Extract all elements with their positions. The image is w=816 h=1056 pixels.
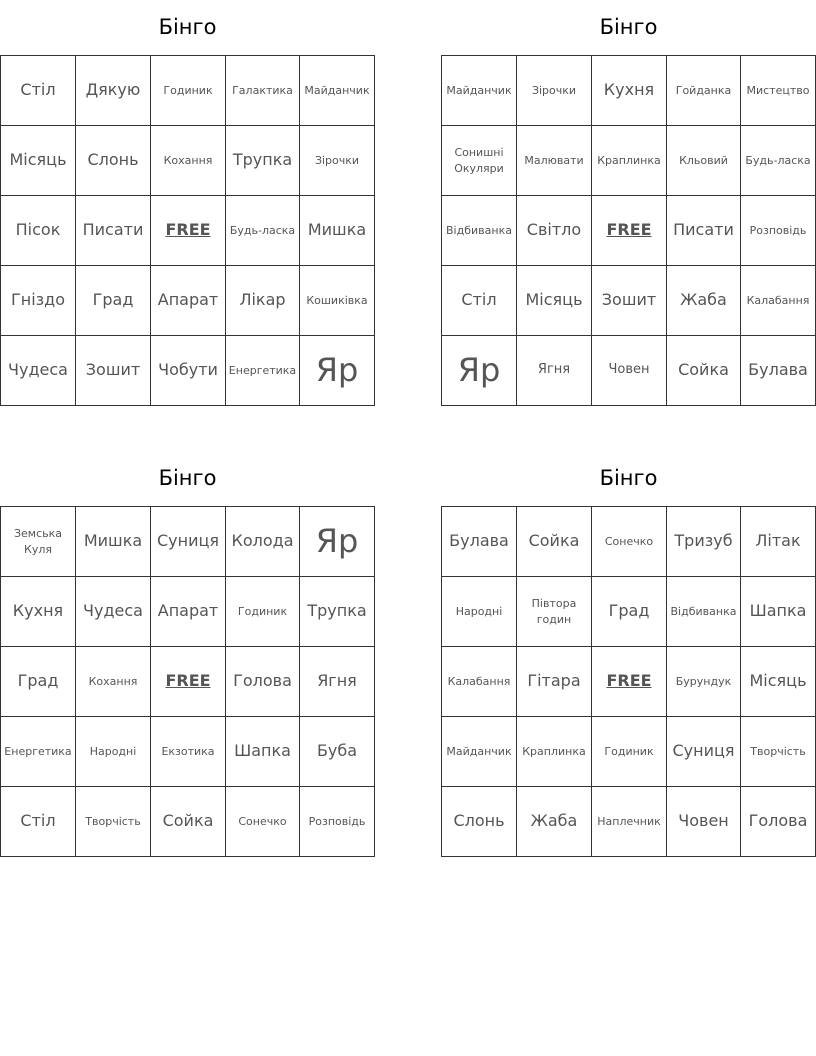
bingo-cell: Слонь (76, 126, 151, 196)
bingo-cell: Майданчик (442, 717, 517, 787)
bingo-cell: Кохання (151, 126, 226, 196)
bingo-cell: Мистецтво (741, 56, 816, 126)
bingo-cell: Буба (300, 717, 375, 787)
bingo-cell: Майданчик (300, 56, 375, 126)
bingo-cell: Град (76, 266, 151, 336)
card-title: Бінго (599, 466, 658, 490)
bingo-cell: Жаба (667, 266, 741, 336)
bingo-cell: Лікар (226, 266, 300, 336)
bingo-cell: Чобути (151, 336, 226, 406)
bingo-grid (441, 506, 816, 857)
bingo-cell: Суниця (667, 717, 741, 787)
bingo-cell: Півтора годин (517, 577, 592, 647)
bingo-cell: Гойданка (667, 56, 741, 126)
bingo-cell: Кохання (76, 647, 151, 717)
bingo-cell: Місяць (517, 266, 592, 336)
bingo-cell: Енергетика (1, 717, 76, 787)
bingo-cell: Стіл (1, 787, 76, 857)
bingo-cell: Тризуб (667, 507, 741, 577)
bingo-cell: Малювати (517, 126, 592, 196)
bingo-cell: Кухня (592, 56, 667, 126)
bingo-cell: Слонь (442, 787, 517, 857)
bingo-cell: Мишка (76, 507, 151, 577)
card-title: Бінго (158, 466, 217, 490)
free-cell: FREE (592, 647, 667, 717)
bingo-cell: Стіл (442, 266, 517, 336)
bingo-cell: Годиник (226, 577, 300, 647)
bingo-cell: Пісок (1, 196, 76, 266)
bingo-cell: Калабання (442, 647, 517, 717)
bingo-cell: Екзотика (151, 717, 226, 787)
bingo-cell: Годиник (592, 717, 667, 787)
bingo-cell: Кльовий (667, 126, 741, 196)
bingo-cell: Творчість (76, 787, 151, 857)
bingo-cell: Апарат (151, 266, 226, 336)
bingo-card-3 (0, 451, 375, 857)
bingo-cell: Град (592, 577, 667, 647)
bingo-cell: Наплечник (592, 787, 667, 857)
bingo-cell: Народні (76, 717, 151, 787)
bingo-cell: Зошит (592, 266, 667, 336)
bingo-cell: Галактика (226, 56, 300, 126)
bingo-cell: Голова (226, 647, 300, 717)
bingo-cell: Відбиванка (442, 196, 517, 266)
bingo-grid (0, 55, 375, 406)
bingo-cell: Місяць (741, 647, 816, 717)
bingo-cell: Голова (741, 787, 816, 857)
bingo-grid (441, 55, 816, 406)
bingo-cell: Шапка (741, 577, 816, 647)
bingo-card-4 (441, 451, 816, 857)
bingo-cell: Гніздо (1, 266, 76, 336)
bingo-cell: Сонишні Окуляри (442, 126, 517, 196)
bingo-cell: Човен (667, 787, 741, 857)
bingo-cell: Світло (517, 196, 592, 266)
bingo-cell: Краплинка (517, 717, 592, 787)
free-cell: FREE (151, 647, 226, 717)
bingo-cell: Майданчик (442, 56, 517, 126)
bingo-cell: Годиник (151, 56, 226, 126)
free-cell: FREE (151, 196, 226, 266)
card-title: Бінго (158, 15, 217, 39)
bingo-cell: Чудеса (1, 336, 76, 406)
bingo-cell: Колода (226, 507, 300, 577)
bingo-cell: Сойка (151, 787, 226, 857)
bingo-cell: Зірочки (300, 126, 375, 196)
bingo-cell: Ягня (517, 336, 592, 406)
bingo-cell: Будь-ласка (226, 196, 300, 266)
bingo-grid (0, 506, 375, 857)
bingo-cell: Кошиківка (300, 266, 375, 336)
bingo-cell: Дякую (76, 56, 151, 126)
free-cell: FREE (592, 196, 667, 266)
bingo-card-2 (441, 0, 816, 406)
bingo-cell: Земська Куля (1, 507, 76, 577)
bingo-cell: Сонечко (592, 507, 667, 577)
bingo-cell: Енергетика (226, 336, 300, 406)
bingo-cell: Град (1, 647, 76, 717)
bingo-cell: Зошит (76, 336, 151, 406)
bingo-cell: Калабання (741, 266, 816, 336)
bingo-cell: Літак (741, 507, 816, 577)
bingo-cell: Сойка (517, 507, 592, 577)
card-title: Бінго (599, 15, 658, 39)
bingo-card-1 (0, 0, 375, 406)
bingo-cell: Творчість (741, 717, 816, 787)
bingo-cell: Мишка (300, 196, 375, 266)
bingo-cell: Чудеса (76, 577, 151, 647)
bingo-cell: Місяць (1, 126, 76, 196)
bingo-cell: Трупка (300, 577, 375, 647)
bingo-cell: Розповідь (741, 196, 816, 266)
bingo-cell: Народні (442, 577, 517, 647)
bingo-cell: Сонечко (226, 787, 300, 857)
bingo-cell: Суниця (151, 507, 226, 577)
bingo-cell: Писати (76, 196, 151, 266)
bingo-cell: Писати (667, 196, 741, 266)
bingo-cell: Човен (592, 336, 667, 406)
bingo-cell: Сойка (667, 336, 741, 406)
bingo-cell: Краплинка (592, 126, 667, 196)
bingo-cell: Булава (442, 507, 517, 577)
bingo-cell: Будь-ласка (741, 126, 816, 196)
bingo-cell: Бурундук (667, 647, 741, 717)
bingo-cell: Ягня (300, 647, 375, 717)
bingo-cell: Яр (300, 336, 375, 406)
bingo-cell: Шапка (226, 717, 300, 787)
bingo-cell: Жаба (517, 787, 592, 857)
bingo-cell: Булава (741, 336, 816, 406)
bingo-cell: Апарат (151, 577, 226, 647)
bingo-cell: Кухня (1, 577, 76, 647)
bingo-cell: Зірочки (517, 56, 592, 126)
bingo-cell: Яр (442, 336, 517, 406)
bingo-cell: Стіл (1, 56, 76, 126)
bingo-cell: Гітара (517, 647, 592, 717)
bingo-cell: Трупка (226, 126, 300, 196)
bingo-cell: Відбиванка (667, 577, 741, 647)
bingo-cell: Розповідь (300, 787, 375, 857)
bingo-cell: Яр (300, 507, 375, 577)
